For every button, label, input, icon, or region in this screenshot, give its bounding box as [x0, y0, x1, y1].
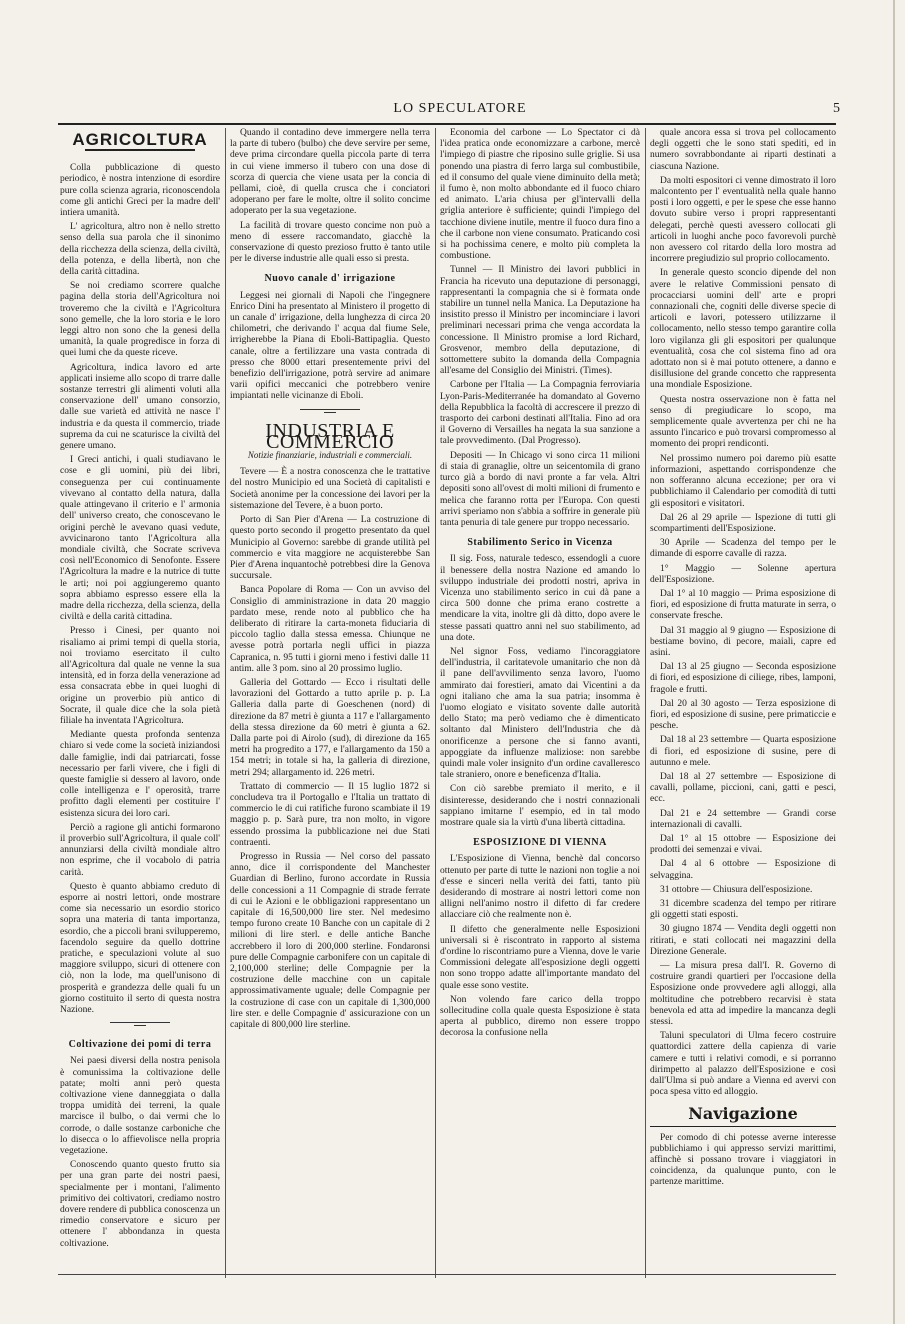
- news-item: Tevere — È a nostra conoscenza che le trattative del nostro Municipio ed una Società di capitalisti e Società anonime per la concessione dei lavori per la sistemazione del Tevere, è a buon porto.: [230, 467, 430, 511]
- paragraph: Taluni speculatori di Ulma fecero costruire quattordici zattere della capienza di varie camere e tutti i relativi comodi, e si porranno dirimpetto al palazzo dell'Esposizione e così dall'Ulma si può andare a Vienna ed avervi con poca spesa vitto ed alloggio.: [650, 1031, 836, 1098]
- ornament-divider: [110, 1022, 170, 1031]
- heading-esposizione-vienna: ESPOSIZIONE DI VIENNA: [473, 837, 607, 849]
- news-item: Progresso in Russia — Nel corso del passato anno, dice il corrispondente del Manchester Guardian di Berlino, furono accordate in Russia delle concessioni a 11 Compagnie di strade ferrate di cui le Azioni e le obbligazioni rappresentano un capitale di 16,500,000 lire ster. Nel medesimo tempo furono create 10 Banche con un capitale di 2 milioni di lire sterl. e delle antiche Banche accrebbero il loro di 200,000 sterline. Fondaronsi pure delle Compagnie carbonifere con un capitale di 2,100,000 sterline; delle Compagnie per la costruzione delle macchine con un capitale approssimativamente uguale; delle Compagnie per la costruzione di case con un capitale di 1,300,000 lire ster. e delle Compagnie d' assicurazione con un capitale di 800,000 lire sterline.: [230, 851, 430, 1031]
- calendar-entry: 30 giugno 1874 — Vendita degli oggetti non ritirati, e stati collocati nei magazzini della Direzione Generale.: [650, 924, 836, 957]
- paragraph: La facilità di trovare questo concime non può a meno di essere raccomandato, giacchè la conservazione di questo prezioso frutto è tanto utile per le diverse industrie alle quali esso si presta.: [230, 220, 430, 265]
- running-head: [60, 98, 860, 122]
- paragraph: Conoscendo quanto questo frutto sia per una gran parte dei nostri paesi, specialmente per i montani, l'alimento primitivo dei coltivatori, crediamo nostro dovere rendere di pubblica conoscenza un rimedio conservatore e sicuro per ottenere l' abbondanza in questa coltivazione.: [60, 1160, 220, 1249]
- column-2: [230, 128, 430, 1268]
- column-3: [440, 128, 640, 1268]
- paragraph: In generale questo sconcio dipende del non avere le relative Commissioni pensato di procacciarsi uomini dell' arte e propri connazionali che, cogniti delle diverse specie di articoli e lavori, potessero utilizzarne il collocamento, nello stesso tempo garantire colla loro vigilanza gli gli espositori per qualunque eventualità, cosa che col sistema fino ad ora adottato non si è mai potuto ottenere, a danno e disillusione del grande concetto che rappresenta una mondiale Esposizione.: [650, 268, 836, 391]
- calendar-entry: Dal 18 al 27 settembre — Esposizione di cavalli, pollame, piccioni, cani, gatti e pesci, ecc.: [650, 771, 836, 805]
- calendar-entry: Dal 4 al 6 ottobre — Esposizione di selvaggina.: [650, 859, 836, 881]
- heading-stabilimento-serico: Stabilimento Serico in Vicenza: [467, 537, 613, 549]
- heading-pomi-di-terra: Coltivazione dei pomi di terra: [68, 1039, 212, 1051]
- calendar-entry: Dal 26 al 29 aprile — Ispezione di tutti gli scompartimenti dell'Esposizione.: [650, 512, 836, 534]
- paragraph: Leggesi nei giornali di Napoli che l'ingegnere Enrico Dini ha presentato al Ministero il progetto di un canale d' irrigazione, della lunghezza di circa 20 chilometri, che derivando l' acqua dal fiume Sele, irrigherebbe la Piana di Eboli-Battipaglia. Questo canale, oltre a fertilizzare una vasta contrada di presso che 8000 ettari presentemente privi del benefizio dell'irrigazione, potrà servire ad animare varii opifici meccanici che potrebbero venire impiantati nelle vicinanze di Eboli.: [230, 290, 430, 402]
- calendar-entry: Dal 1° al 10 maggio — Prima esposizione di fiori, ed esposizione di frutta maturate in serra, o conservate fresche.: [650, 588, 836, 622]
- calendar-entry: Dal 1° al 15 ottobre — Esposizione dei prodotti dei semenzai e vivai.: [650, 833, 836, 856]
- calendar-entry: 31 ottobre — Chiusura dell'esposizione.: [660, 884, 813, 895]
- column-4: [650, 128, 836, 1268]
- paragraph: Non volendo fare carico della troppo sollecitudine colla quale questa Esposizione è stata aperta al pubblico, diremo non essere troppo decorosa la confusione nella: [440, 994, 640, 1039]
- paragraph: Agricoltura, indica lavoro ed arte applicati insieme allo scopo di trarre dalle sostanze terrestri gli alimenti voluti alla conservazione dell' umano consorzio, dalle sue varietà ed attività ne nasce l' industria e da questa il commercio, triade suprema da cui ne scaturisce la civiltà del genere umano.: [60, 362, 220, 452]
- paragraph: Con ciò sarebbe premiato il merito, e il disinteresse, desiderando che i nostri connazionali sappiano imitarne l' esempio, ed in tal modo mostrare quale sia la virtù d'una libertà cittadina.: [440, 784, 640, 828]
- news-item: Tunnel — Il Ministro dei lavori pubblici in Francia ha ricevuto una deputazione di personaggi, rappresentanti la compagnia che si è formata onde stabilire un tunnel nella Manica. La Deputazione ha insistito presso il Ministro per incominciare i lavori preliminari necessari prima che venga accordata la concessione. Il Ministro promise a lord Richard, Grosvenor, membro della deputazione, di sottomettere subito la domanda della Compagnia all'esame del Consiglio dei Ministri. (Times).: [440, 265, 640, 377]
- paragraph: Colla pubblicazione di questo periodico, è nostra intenzione di esordire pure colla scienza agraria, riconoscendola come gli antichi Greci per la madre dell' intiera umanità.: [60, 163, 220, 219]
- paragraph: quale ancora essa si trova pel collocamento degli oggetti che le sono stati spediti, ed in numero sovrabbondante ai riparti destinati a ciascuna Nazione.: [650, 128, 836, 172]
- title-underline: [85, 149, 195, 151]
- paragraph: Quando il contadino deve immergere nella terra la parte di tubero (bulbo) che deve servire per seme, deve prima circondare quella piccola parte di terra in cui viene immerso il tubero con una dose di scorza di quercia che viene usata per la concia di pellami, cioè, di quella crusca che i conciatori adoperano per fare le molte, oltre il solito concime adoperato per la sua vegetazione.: [230, 128, 430, 217]
- column-divider: [645, 128, 646, 1278]
- paragraph: Perciò a ragione gli antichi formarono il proverbio sull'Agricoltura, il quale coll' annunziarsi della civiltà mondiale altro non esprime, che il vocabolo di patria carità.: [60, 822, 220, 878]
- news-item: Galleria del Gottardo — Ecco i risultati delle lavorazioni del Gottardo a tutto aprile p. p. La Galleria dalla parte di Goeschenen (nord) di direzione da 87 metri è giunta a 117 e l'allargamento della stessa direzione da 60 metri è giunta a 62. Dalla parte poi di Airolo (sud), di direzione da 165 metri ha progredito a 177, e l'allargamento da 150 a 154 metri; in totale si ha, la galleria di direzione, metri 294; allargamento id. 226 metri.: [230, 677, 430, 778]
- calendar-entry: 30 Aprile — Scadenza del tempo per le dimande di esporre cavalle di razza.: [650, 538, 836, 560]
- paragraph: I Greci antichi, i quali studiavano le cose e gli uomini, più dei libri, conseguenza per cui continuamente vivevano al contatto della natura, dalla quale attingevano il criterio e l' armonia dell' universo creato, che conoscevano le origini perchè le avevano quasi vedute, avvicinarono tanto l'Agricoltura alla mondiale civiltà, che Socrate scriveva così nell'Economico di Senofonte. Essere l'Agricoltura la madre e la nutrice di tutte le arti; noi poi aggiungeremo quanto sopra abbiamo espresso essere ella la madre della ricchezza, della scienza, della civiltà e della carità cittadina.: [60, 455, 220, 623]
- paragraph: Nei paesi diversi della nostra penisola è comunissima la coltivazione delle patate; molti anni però questa coltivazione viene danneggiata o dalla troppa umidità dei terreni, la quale marcisce il bulbo, o dai vermi che lo corrode, o dalle sostanze carboniche che lo disecca o lo affievolisce nella propria vegetazione.: [60, 1056, 220, 1157]
- paragraph: L'Esposizione di Vienna, benchè dal concorso ottenuto per parte di tutte le nazioni non toglie a noi d'esse e sinceri nella verità dei fatti, tanto più desiderando di mostrare ai nostri lettori come non alligni nell'animo nostro il difetto di far credere allacciare ciò che realmente non è.: [440, 854, 640, 921]
- page-number: 5: [833, 101, 840, 116]
- section-subtitle: Notizie finanziarie, industriali e commerciali.: [247, 450, 413, 461]
- paragraph: Nel signor Foss, vediamo l'incoraggiatore dell'industria, il caritatevole umanitario che non dà il pane dell'avvilimento senza lavoro, l'uomo ammirato dai forestieri, amato dai Vicentini a da ogni italiano che ama la sua patria; insomma è l'uomo elogiato e visitato sovente dalle autorità dello Stato; ma però vediamo che è dimenticato soltanto dal Ministero dell'Industria che dà onorificenze a persone che si fanno avanti, appoggiate da influenze maliziose: non sarebbe quindi male voler insignito d'un ordine cavalleresco tale straniero, onore e beneficenza d'Italia.: [440, 646, 640, 781]
- column-divider: [225, 128, 226, 1278]
- paragraph: L' agricoltura, altro non è nello stretto senso della sua parola che il sinonimo della ricchezza della scienza, della civiltà, della potenza, e della libertà, non che della carità cittadina.: [60, 222, 220, 278]
- calendar-entry: Dal 21 e 24 settembre — Grandi corse internazionali di cavalli.: [650, 808, 836, 830]
- section-title-agricoltura: AGRICOLTURA: [72, 130, 208, 149]
- section-title-navigazione: Navigazione: [688, 1104, 798, 1124]
- paragraph: Se noi crediamo scorrere qualche pagina della storia dell'Agricoltura noi troveremo che la civiltà e l'Agricoltura sono gemelle, che la loro storia e le loro leggi altro non sono che la genesi della umanità, la quale progredisce in forza di quei lumi che da queste riceve.: [60, 281, 220, 359]
- paragraph: Il sig. Foss, naturale tedesco, essendogli a cuore il benessere della nostra Nazione ed amando lo sviluppo industriale dei prodotti nostri, apriva in Vicenza uno stabilimento serico in cui dà pane a circa 500 donne che prima erano costrette a mendicare la vita, inoltre gli dà ditto, dopo avere le stesse passati quattro anni nel suo stabilimento, ad una dote.: [440, 554, 640, 643]
- news-item: Depositi — In Chicago vi sono circa 11 milioni di staia di granaglie, oltre un seicentomila di grano turco già a bordo di navi pronte a far vela. Altri depositi sono all'ovest di molti milioni di frumento e melica che faranno rotta per l'Europa. Con questi arrivi speriamo non s'abbia a soffrire in generale più tanta penuria di tale genere pur troppo necessario.: [440, 450, 640, 528]
- paragraph: Il difetto che generalmente nelle Esposizioni universali si è riscontrato in rapporto al sistema d'ordine lo riscontriamo pure a Vienna, dove le varie Commissioni delegate all'esposizione degli oggetti non sono troppo adatte all'importante mandato del quale esse sono vestite.: [440, 924, 640, 991]
- calendar-entry: Dal 20 al 30 agosto — Terza esposizione di fiori, ed esposizione di susine, pere primaticcie e pesche.: [650, 698, 836, 732]
- news-item: Porto di San Pier d'Arena — La costruzione di questo porto secondo il progetto presentato da quel Municipio al Governo: sarebbe di grande utilità pel commercio e vita maggiore ne acquisterebbe San Pier d'Arena inquantochè potrebbesi dire la Genova succursale.: [230, 515, 430, 582]
- news-item: Economia del carbone — Lo Spectator ci dà l'idea pratica onde economizzare a carbone, mercè l'impiego di piastre che riposino sulle griglie. Si usa ponendo una piastra di ferro larga sul combustibile, ed il consumo del quale viene diminuito della metà; il fumo è, non molto abbondante ed il fuoco chiaro ed animato. L'aria chiusa per gl'intervalli della griglia anteriore è sufficiente; quindi l'impiego del tacchione diviene inutile, mentre il fuoco dura fino a che il carbone non viene consumato. Praticando così si ha pochissima cenere, e molto più completa la combustione.: [440, 128, 640, 262]
- paragraph: — La misura presa dall'I. R. Governo di costruire grandi quartieri per l'occasione della Esposizione onde provvedere agli alloggi, alla moltitudine che potrebbero recarvisi è stata benevola ed atta ad impedire la mancanza degli stessi.: [650, 961, 836, 1028]
- calendar-entry: 31 dicembre scadenza del tempo per ritirare gli oggetti stati esposti.: [650, 899, 836, 921]
- paragraph: Per comodo di chi potesse averne interesse pubblichiamo i qui appresso servizi marittimi, affinchè si possano trovare i viaggiatori in coincidenza, da qualunque punto, con le partenze marittime.: [650, 1132, 836, 1188]
- header-rule: [58, 123, 836, 125]
- footer-rule: [58, 1274, 836, 1275]
- paragraph: Questa nostra osservazione non è fatta nel senso di pregiudicare lo scopo, ma semplicemente quale avvertenza per chi ne ha assunto l'incarico e può trovarsi compromesso al momento dei propri rendiconti.: [650, 394, 836, 450]
- calendar-entry: Dal 18 al 23 settembre — Quarta esposizione di fiori, ed esposizione di susine, pere di autunno e mele.: [650, 735, 836, 768]
- column-1: [60, 128, 220, 1268]
- news-item: Banca Popolare di Roma — Con un avviso del Consiglio di amministrazione in data 20 maggio pardato mese, rende noto al pubblico che ha deliberato di ritirare la carta-moneta fiduciaria di piccolo taglio dalla stessa emessa. Chiunque ne avesse potrà portarla negli uffici in piazza Capranica, n. 95 tutti i giorni meno i festivi dalle 11 antim. alle 3 pom. sino al 20 prossimo luglio.: [230, 585, 430, 674]
- column-divider: [435, 128, 436, 1278]
- ornament-divider: [300, 409, 360, 418]
- news-item: Trattato di commercio — Il 15 luglio 1872 si concludeva tra il Portogallo e l'Italia un trattato di commercio le di cui ratifiche furono scambiate il 19 maggio p. p. Sarà pure, tra non molto, in vigore essendo prossima la pubblicazione nei due Stati contraenti.: [230, 781, 430, 848]
- paragraph: Questo è quanto abbiamo creduto di esporre ai nostri lettori, onde mostrare come sia necessario un esordio storico sopra una materia di tanta importanza, esordio, che a piccoli brani svilupperemo, facendolo seguire da quello dottrine pratiche, e speculazioni volute al suo maggiore sviluppo, sicuri di ottenere con ciò, non la lode, ma quell'unisono di prosperità e grandezza delle quali fu un giorno costituito il serto di questa nostra Nazione.: [60, 881, 220, 1016]
- heading-canale-irrigazione: Nuovo canale d' irrigazione: [264, 273, 396, 285]
- page-edge: [893, 0, 895, 1324]
- paragraph: Nel prossimo numero poi daremo più esatte informazioni, aspettando corrispondenze che non sofferanno alcuna eccezione; per ora vi pubblichiamo il Calendario per comodità di tutti gli espositori e visitatori.: [650, 453, 836, 509]
- paragraph: Mediante questa profonda sentenza chiaro si vede come la società iniziandosi dalle famiglie, indi dai patriarcati, fosse necessario per farli vivere, che i figli di queste famiglie si dessero al lavoro, onde colle intelligenza e l' operosità, trarre profitto dagli elementi per costituire l' esistenza sicura dei loro cari.: [60, 730, 220, 819]
- newspaper-title: LO SPECULATORE: [393, 101, 527, 116]
- title-underline: [650, 1126, 836, 1127]
- calendar-entry: Dal 13 al 25 giugno — Seconda esposizione di fiori, ed esposizione di ciliege, ribes, lamponi, fragole e frutti.: [650, 662, 836, 695]
- paragraph: Presso i Cinesi, per quanto noi risaliamo ai primi tempi di quella storia, noi troviamo esercitato il culto all'Agricoltura dal quale ne venne la sua intensità, ed in forza della venerazione ad essa consacrata ebbe in quei luoghi di origine un proverbio più antico di Socrate, il quale dice che la sola pietà filiale ha inventata l'Agricoltura.: [60, 626, 220, 726]
- section-title-industria: INDUSTRIA E COMMERCIO: [265, 419, 395, 453]
- news-item: Carbone per l'Italia — La Compagnia ferroviaria Lyon-Paris-Mediterranée ha domandato al Governo della Repubblica la facoltà di accrescere il prezzo di trasporto dei carboni destinati all'Italia. Fino ad ora il Governo di Versailles ha negata la sua sanzione a tale provvedimento. (Dal Progresso).: [440, 380, 640, 447]
- calendar-entry: Dal 31 maggio al 9 giugno — Esposizione di bestiame bovino, di pecore, maiali, capre ed asini.: [650, 625, 836, 658]
- calendar-entry: 1° Maggio — Solenne apertura dell'Esposizione.: [650, 563, 836, 585]
- paragraph: Da molti espositori ci venne dimostrato il loro malcontento per l' eventualità nella quale hanno posti i loro oggetti, e per le spese che esse hanno dovuto subire verso i propri rappresentanti delegati, perchè questi avessero collocati gli articoli in luoghi anche poco favorevoli purchè non avessero col ritardo della loro mostra ad incorrere pregiudizio sul proprio collocamento.: [650, 175, 836, 265]
